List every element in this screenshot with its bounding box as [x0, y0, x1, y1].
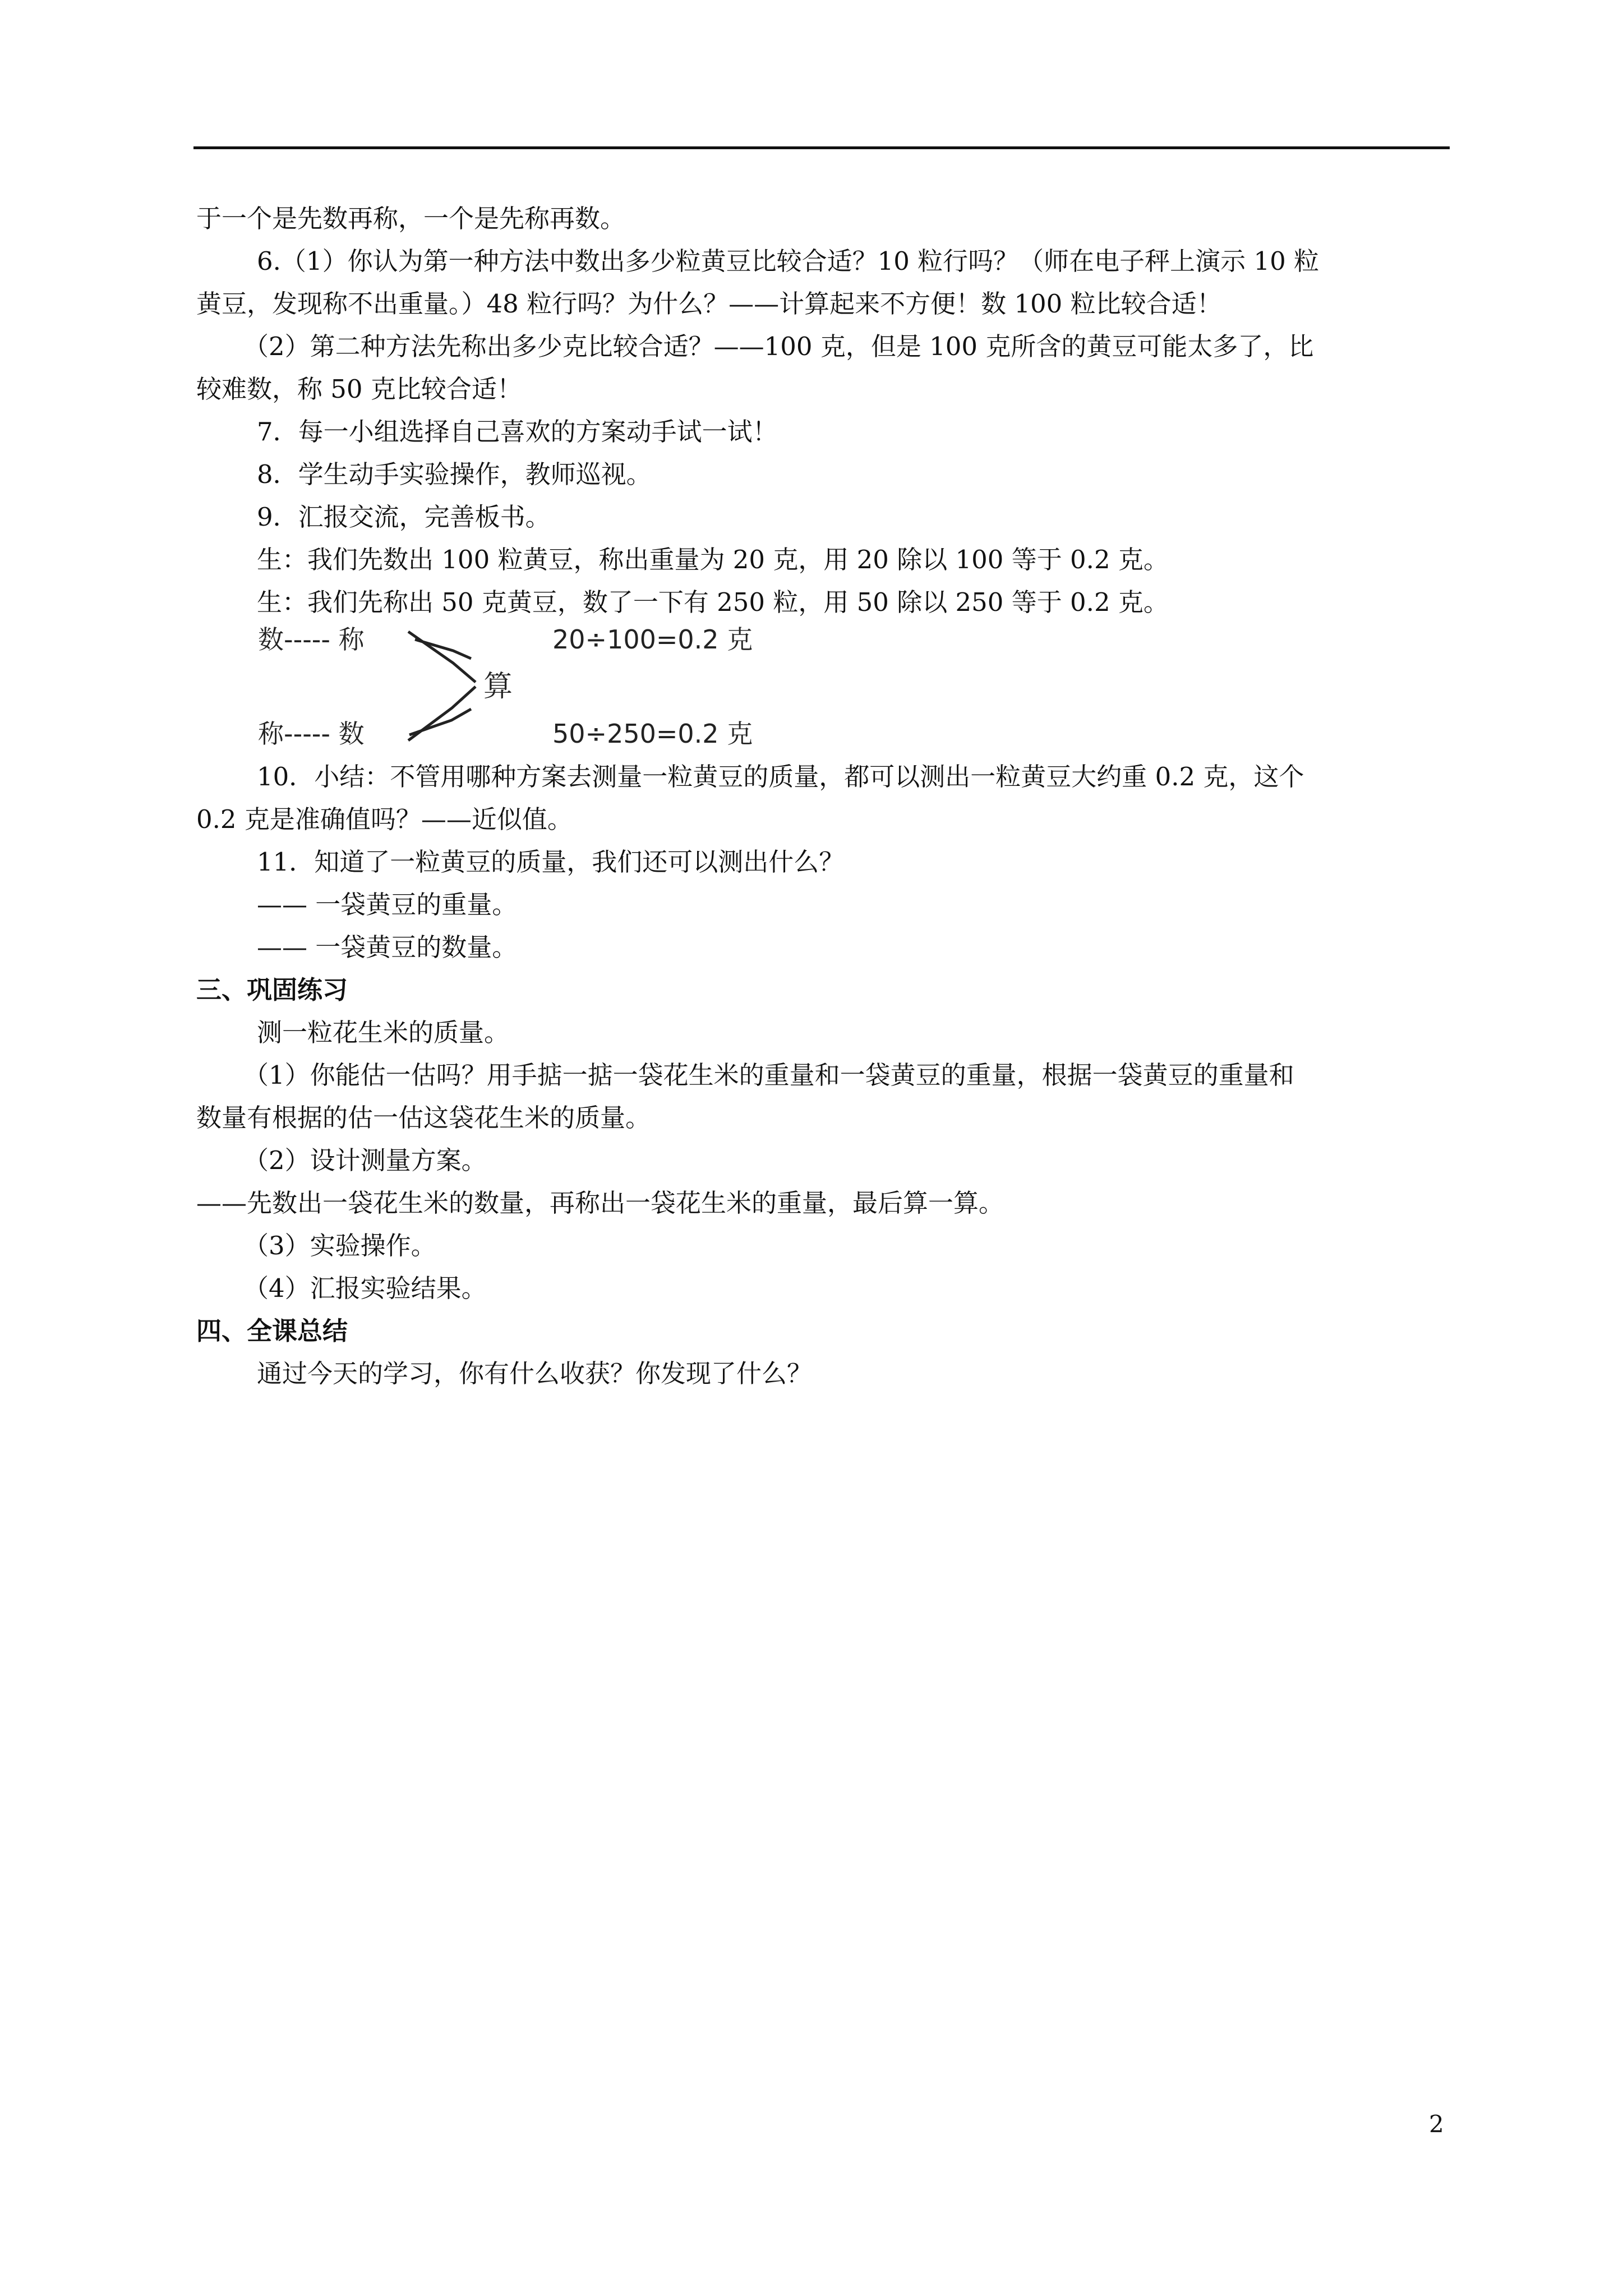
- paragraph-line: 生：我们先数出 100 粒黄豆，称出重量为 20 克，用 20 除以 100 等于 0.2 克。: [257, 545, 1169, 574]
- paragraph-line: 数量有根据的估一估这袋花生米的质量。: [196, 1103, 651, 1133]
- paragraph-line: 于一个是先数再称，一个是先称再数。: [196, 204, 626, 233]
- diagram-row2-label: 称----- 数: [258, 719, 365, 749]
- diagram-formula-2: 50÷250=0.2 克: [552, 719, 753, 749]
- paragraph-line: （3）实验操作。: [243, 1231, 436, 1260]
- paragraph-line: 生：我们先称出 50 克黄豆，数了一下有 250 粒，用 50 除以 250 等于 0.2 克。: [257, 587, 1169, 617]
- page-number: 2: [1429, 2110, 1444, 2138]
- paragraph-line: —— 一袋黄豆的重量。: [257, 890, 518, 919]
- header-rule: [193, 146, 1450, 149]
- paragraph-line: 测一粒花生米的质量。: [257, 1018, 510, 1047]
- paragraph-line: （2）第二种方法先称出多少克比较合适？——100 克，但是 100 克所含的黄豆可能太多了，比: [243, 332, 1314, 361]
- paragraph-line: 9．汇报交流，完善板书。: [257, 502, 551, 532]
- diagram-calculate-label: 算: [483, 670, 513, 703]
- paragraph-line: —— 一袋黄豆的数量。: [257, 932, 518, 962]
- section-heading-summary: 四、全课总结: [196, 1316, 348, 1346]
- paragraph-line: 8．学生动手实验操作，教师巡视。: [257, 459, 652, 489]
- paragraph-line: 0.2 克是准确值吗？——近似值。: [196, 804, 573, 834]
- paragraph-line: 7．每一小组选择自己喜欢的方案动手试一试！: [257, 417, 778, 447]
- paragraph-line: 11．知道了一粒黄豆的质量，我们还可以测出什么？: [257, 847, 845, 877]
- paragraph-line: （4）汇报实验结果。: [243, 1273, 487, 1303]
- paragraph-line: 通过今天的学习，你有什么收获？你发现了什么？: [257, 1359, 813, 1388]
- paragraph-line: （2）设计测量方案。: [243, 1145, 487, 1175]
- paragraph-line: 10．小结：不管用哪种方案去测量一粒黄豆的质量，都可以测出一粒黄豆大约重 0.2 克，这个: [257, 762, 1304, 792]
- paragraph-line: （1）你能估一估吗？用手掂一掂一袋花生米的重量和一袋黄豆的重量，根据一袋黄豆的重量和: [243, 1060, 1294, 1090]
- diagram-row1-label: 数----- 称: [258, 624, 365, 655]
- paragraph-line: 6.（1）你认为第一种方法中数出多少粒黄豆比较合适？10 粒行吗？（师在电子秤上演示 10 粒: [257, 246, 1320, 276]
- document-body: [196, 197, 1453, 1395]
- paragraph-line: 较难数，称 50 克比较合适！: [196, 374, 522, 404]
- connector-lower: [409, 709, 471, 735]
- section-heading-practice: 三、巩固练习: [196, 975, 348, 1005]
- diagram-connector-lines: [196, 624, 1453, 756]
- paragraph-line: ——先数出一袋花生米的数量，再称出一袋花生米的重量，最后算一算。: [196, 1188, 1004, 1218]
- paragraph-line: 黄豆，发现称不出重量。）48 粒行吗？为什么？——计算起来不方便！数 100 粒比较合适！: [196, 289, 1222, 319]
- diagram-formula-1: 20÷100=0.2 克: [552, 624, 753, 655]
- board-diagram: [196, 624, 1453, 756]
